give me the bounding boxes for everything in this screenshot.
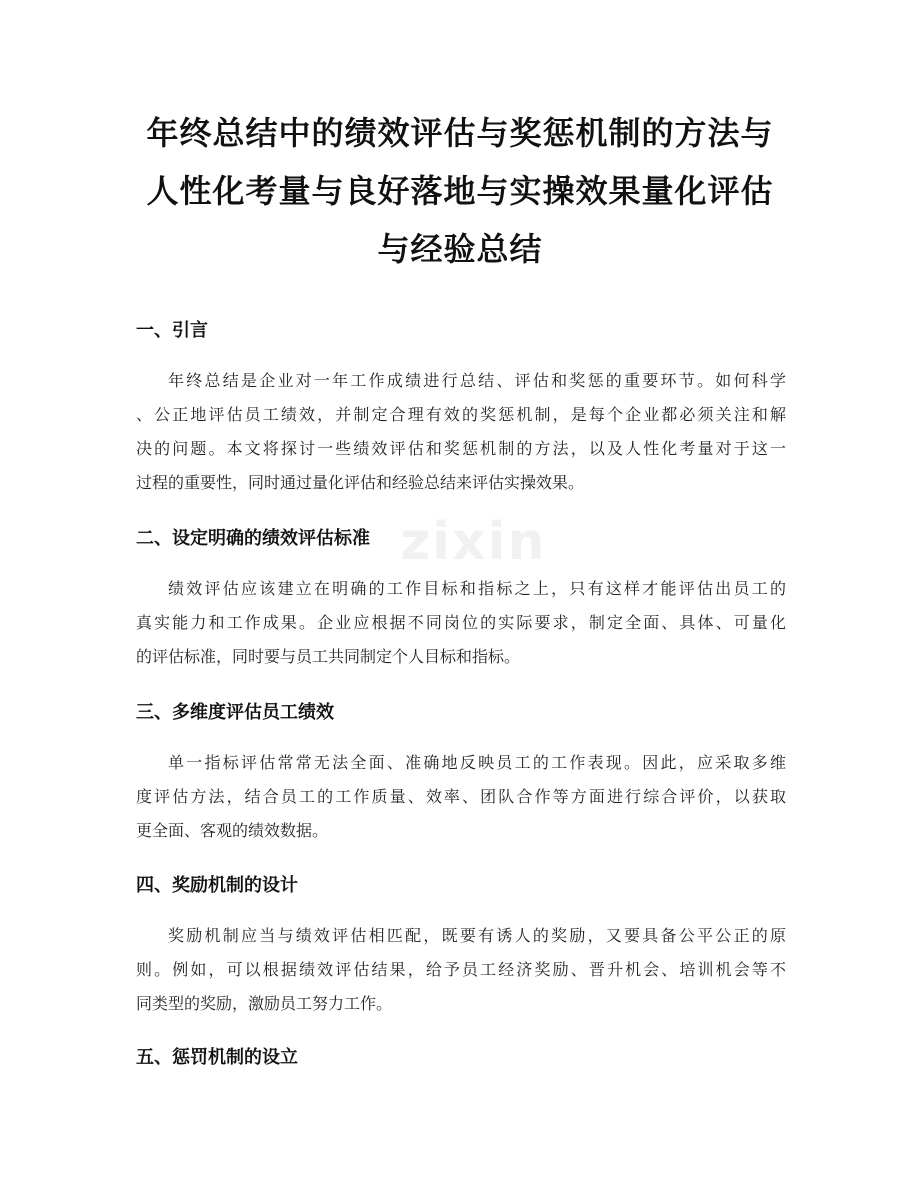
section-body-rewards (136, 919, 786, 1021)
body-line: 真实能力和工作成果。企业应根据不同岗位的实际要求，制定全面、具体、可量化 (136, 613, 786, 632)
body-line: 年终总结是企业对一年工作成绩进行总结、评估和奖惩的重要环节。如何科学 (168, 371, 786, 390)
section-heading-penalties: 五、惩罚机制的设立 (136, 1047, 298, 1068)
body-line: 决的问题。本文将探讨一些绩效评估和奖惩机制的方法，以及人性化考量对于这一 (136, 439, 786, 458)
section-heading-standards: 二、设定明确的绩效评估标准 (136, 528, 370, 549)
body-line: 、公正地评估员工绩效，并制定合理有效的奖惩机制，是每个企业都必须关注和解 (136, 405, 786, 424)
title-line: 人性化考量与良好落地与实操效果量化评估 (146, 172, 774, 210)
body-line: 绩效评估应该建立在明确的工作目标和指标之上，只有这样才能评估出员工的 (168, 579, 786, 598)
section-heading-intro: 一、引言 (136, 320, 208, 341)
watermark: zixin (400, 512, 547, 572)
section-body-multidimensional (136, 746, 786, 848)
body-line: 过程的重要性，同时通过量化评估和经验总结来评估实操效果。 (136, 473, 585, 492)
section-heading-rewards: 四、奖励机制的设计 (136, 875, 298, 896)
body-line: 则。例如，可以根据绩效评估结果，给予员工经济奖励、晋升机会、培训机会等不 (136, 960, 786, 979)
body-line: 度评估方法，结合员工的工作质量、效率、团队合作等方面进行综合评价，以获取 (136, 787, 786, 806)
body-line: 同类型的奖励，激励员工努力工作。 (136, 994, 393, 1013)
body-line: 奖励机制应当与绩效评估相匹配，既要有诱人的奖励，又要具备公平公正的原 (168, 926, 786, 945)
section-body-intro (136, 364, 786, 500)
title-line: 与经验总结 (377, 230, 543, 268)
body-line: 更全面、客观的绩效数据。 (136, 821, 329, 840)
body-line: 的评估标准，同时要与员工共同制定个人目标和指标。 (136, 647, 521, 666)
document-title (120, 104, 800, 278)
section-body-standards (136, 572, 786, 674)
section-heading-multidimensional: 三、多维度评估员工绩效 (136, 702, 334, 723)
body-line: 单一指标评估常常无法全面、准确地反映员工的工作表现。因此，应采取多维 (168, 753, 786, 772)
title-line: 年终总结中的绩效评估与奖惩机制的方法与 (146, 114, 774, 152)
